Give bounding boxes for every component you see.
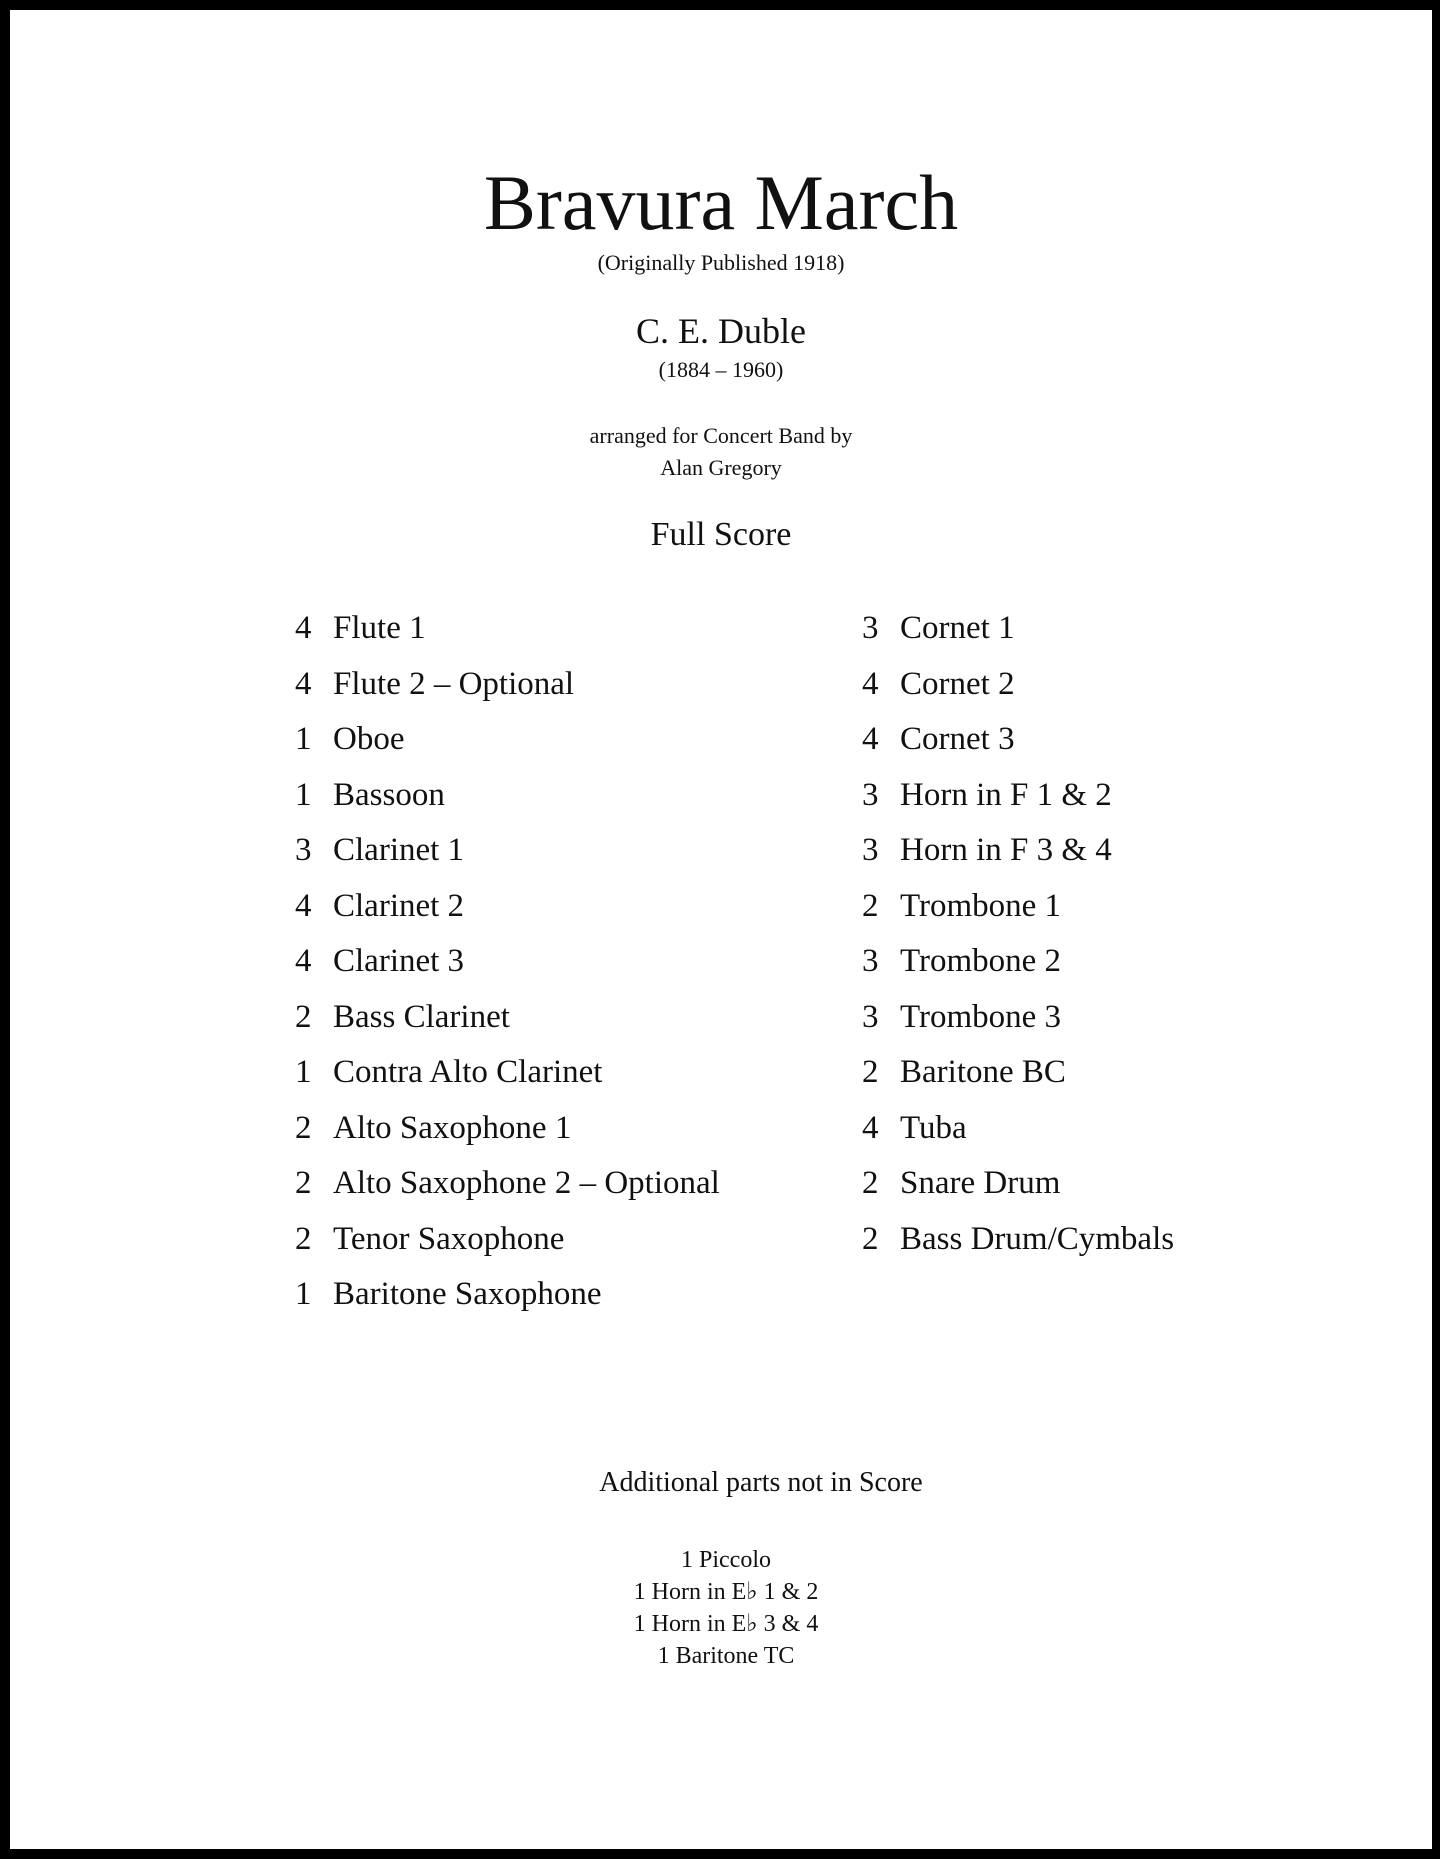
instrument-name: Trombone 1 bbox=[900, 887, 1062, 924]
instrument-quantity: 4 bbox=[862, 721, 879, 757]
instrument-quantity: 3 bbox=[862, 832, 879, 868]
instrument-item bbox=[862, 606, 1174, 662]
arranger-credit-line: arranged for Concert Band by bbox=[589, 423, 853, 448]
additional-part-item: 1 Horn in E♭ 1 & 2 bbox=[633, 1579, 819, 1605]
instrument-name: Clarinet 1 bbox=[333, 832, 465, 868]
instrument-list-left bbox=[295, 606, 720, 1328]
instrument-quantity: 1 bbox=[295, 1276, 312, 1312]
instrument-item bbox=[295, 662, 720, 718]
instrument-quantity: 1 bbox=[295, 721, 312, 757]
instrument-name: Cornet 1 bbox=[900, 610, 1015, 646]
instrument-name: Baritone BC bbox=[900, 1054, 1066, 1090]
instrument-item bbox=[295, 828, 720, 884]
instrument-quantity: 2 bbox=[862, 1220, 879, 1257]
instrument-quantity: 4 bbox=[295, 610, 312, 646]
instrument-name: Trombone 2 bbox=[900, 943, 1062, 979]
instrument-quantity: 3 bbox=[862, 998, 879, 1035]
arranger-credit bbox=[10, 420, 1432, 484]
instrument-quantity: 2 bbox=[862, 1165, 879, 1201]
score-page bbox=[10, 10, 1432, 1849]
instrument-item bbox=[295, 1050, 720, 1106]
instrument-name: Contra Alto Clarinet bbox=[333, 1054, 603, 1090]
score-type-label: Full Score bbox=[650, 516, 792, 553]
composer-dates: (1884 – 1960) bbox=[658, 357, 784, 382]
instrument-quantity: 3 bbox=[295, 832, 312, 868]
instrument-quantity: 3 bbox=[862, 776, 879, 813]
instrument-quantity: 3 bbox=[862, 610, 879, 646]
instrument-quantity: 4 bbox=[862, 665, 879, 702]
instrument-name: Oboe bbox=[333, 721, 405, 757]
instrument-item bbox=[862, 1161, 1174, 1217]
instrument-name: Alto Saxophone 1 bbox=[333, 1109, 572, 1146]
instrument-name: Flute 2 – Optional bbox=[333, 665, 575, 702]
instrument-quantity: 4 bbox=[295, 943, 312, 979]
instrument-item bbox=[295, 773, 720, 829]
instrument-name: Bassoon bbox=[333, 776, 445, 813]
instrument-item bbox=[862, 828, 1174, 884]
instrument-name: Cornet 2 bbox=[900, 665, 1015, 702]
instrument-quantity: 1 bbox=[295, 1054, 312, 1090]
instrument-quantity: 2 bbox=[295, 998, 312, 1035]
instrument-item bbox=[862, 884, 1174, 940]
instrument-name: Tuba bbox=[900, 1109, 967, 1146]
instrument-name: Trombone 3 bbox=[900, 998, 1062, 1035]
instrument-item bbox=[295, 717, 720, 773]
additional-part-item: 1 Horn in E♭ 3 & 4 bbox=[633, 1611, 819, 1637]
instrument-name: Tenor Saxophone bbox=[333, 1220, 565, 1257]
arranger-name: Alan Gregory bbox=[660, 455, 782, 480]
instrument-item bbox=[295, 606, 720, 662]
instrument-item bbox=[862, 939, 1174, 995]
instrument-item bbox=[295, 1106, 720, 1162]
instrument-item bbox=[862, 1106, 1174, 1162]
instrument-name: Flute 1 bbox=[333, 610, 426, 646]
instrument-quantity: 1 bbox=[295, 776, 312, 813]
instrument-item bbox=[295, 1272, 720, 1328]
instrument-item bbox=[295, 939, 720, 995]
instrument-quantity: 2 bbox=[295, 1165, 312, 1201]
instrument-name: Clarinet 3 bbox=[333, 943, 465, 979]
instrument-quantity: 2 bbox=[862, 887, 879, 924]
instrument-name: Baritone Saxophone bbox=[333, 1276, 602, 1312]
instrument-name: Bass Drum/Cymbals bbox=[900, 1220, 1175, 1257]
additional-part-item: 1 Piccolo bbox=[681, 1547, 771, 1573]
instrument-quantity: 4 bbox=[862, 1109, 879, 1146]
instrument-name: Alto Saxophone 2 – Optional bbox=[333, 1165, 720, 1201]
instrument-quantity: 2 bbox=[862, 1054, 879, 1090]
instrument-name: Clarinet 2 bbox=[333, 887, 465, 924]
instrument-item bbox=[862, 662, 1174, 718]
composer-name: C. E. Duble bbox=[636, 311, 806, 351]
instrument-item bbox=[295, 1217, 720, 1273]
instrument-name: Horn in F 3 & 4 bbox=[900, 832, 1112, 868]
instrument-item bbox=[862, 717, 1174, 773]
instrument-name: Cornet 3 bbox=[900, 721, 1015, 757]
instrument-item bbox=[862, 1050, 1174, 1106]
additional-part-item: 1 Baritone TC bbox=[657, 1643, 795, 1669]
instrument-quantity: 2 bbox=[295, 1109, 312, 1146]
instrument-item bbox=[295, 884, 720, 940]
instrument-quantity: 4 bbox=[295, 887, 312, 924]
instrument-item bbox=[295, 1161, 720, 1217]
instrument-name: Snare Drum bbox=[900, 1165, 1061, 1201]
instrument-item bbox=[295, 995, 720, 1051]
instrument-quantity: 2 bbox=[295, 1220, 312, 1257]
instrument-item bbox=[862, 1217, 1174, 1273]
additional-parts-heading: Additional parts not in Score bbox=[599, 1467, 923, 1498]
instrument-name: Bass Clarinet bbox=[333, 998, 510, 1035]
publication-note: (Originally Published 1918) bbox=[597, 250, 845, 275]
instrument-list-right bbox=[862, 606, 1174, 1272]
instrument-quantity: 4 bbox=[295, 665, 312, 702]
instrument-item bbox=[862, 773, 1174, 829]
additional-parts-list bbox=[10, 1544, 1432, 1672]
page-title: Bravura March bbox=[483, 159, 959, 246]
instrument-item bbox=[862, 995, 1174, 1051]
instrument-quantity: 3 bbox=[862, 943, 879, 979]
instrument-name: Horn in F 1 & 2 bbox=[900, 776, 1112, 813]
